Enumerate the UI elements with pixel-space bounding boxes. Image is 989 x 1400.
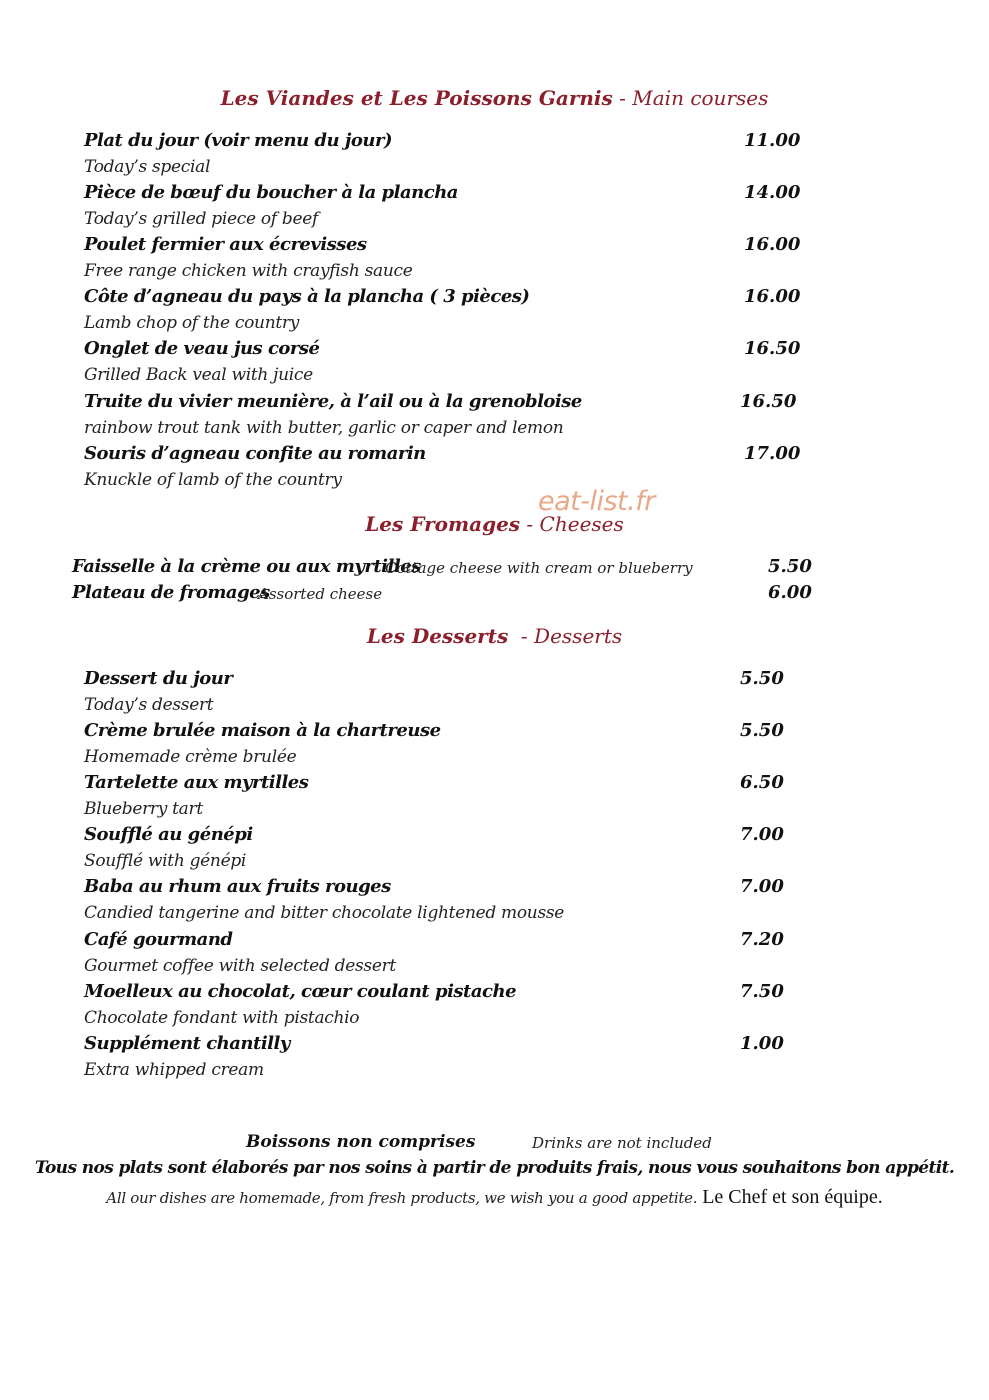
- menu-item: [72, 554, 812, 580]
- item-description: Cottage cheese with cream or blueberry: [385, 559, 693, 577]
- item-name: Plat du jour (voir menu du jour): [84, 130, 392, 151]
- item-price: 1.00: [740, 1033, 784, 1054]
- item-description: Gourmet coffee with selected dessert: [84, 956, 396, 976]
- menu-item: [84, 927, 824, 979]
- item-name: Onglet de veau jus corsé: [84, 338, 320, 359]
- menu-item: [84, 979, 824, 1031]
- item-description: Blueberry tart: [84, 799, 203, 819]
- footer-note-en: [0, 1184, 989, 1211]
- desserts-title-fr: Les Desserts: [366, 624, 509, 648]
- item-description: Soufflé with génépi: [84, 851, 247, 871]
- item-price: 7.20: [740, 929, 784, 950]
- menu-item: [84, 822, 824, 874]
- watermark: eat-list.fr: [538, 486, 655, 517]
- desserts-title-en: Desserts: [534, 624, 623, 648]
- item-description: Chocolate fondant with pistachio: [84, 1008, 360, 1028]
- item-price: 16.00: [744, 234, 801, 255]
- cheeses-section-title: Les Fromages - Cheeses: [365, 512, 624, 536]
- item-price: 16.00: [744, 286, 801, 307]
- item-price: 7.00: [740, 876, 784, 897]
- item-description: Lamb chop of the country: [84, 313, 300, 333]
- menu-item: [84, 180, 824, 232]
- cheeses-title-en: Cheeses: [539, 512, 624, 536]
- item-price: 16.50: [740, 391, 797, 412]
- item-description: Today’s special: [84, 157, 211, 177]
- item-price: 6.00: [768, 582, 812, 603]
- menu-item: [84, 336, 824, 388]
- mains-section-title: Les Viandes et Les Poissons Garnis - Main courses: [220, 86, 769, 110]
- item-price: 16.50: [744, 338, 801, 359]
- item-description: Today’s dessert: [84, 695, 214, 715]
- item-description: Knuckle of lamb of the country: [84, 470, 342, 490]
- menu-item: [84, 284, 824, 336]
- item-price: 5.50: [740, 720, 784, 741]
- item-description: Assorted cheese: [258, 585, 383, 603]
- menu-item: [84, 666, 824, 718]
- item-description: Grilled Back veal with juice: [84, 365, 313, 385]
- item-name: Poulet fermier aux écrevisses: [84, 234, 367, 255]
- menu-item: [84, 128, 824, 180]
- item-name: Baba au rhum aux fruits rouges: [84, 876, 391, 897]
- item-price: 14.00: [744, 182, 801, 203]
- desserts-section-title: Les Desserts - Desserts: [366, 624, 623, 648]
- item-name: Plateau de fromages: [72, 582, 270, 603]
- menu-item: [84, 770, 824, 822]
- item-name: Faisselle à la crème ou aux myrtilles: [72, 556, 421, 577]
- mains-title-fr: Les Viandes et Les Poissons Garnis: [220, 86, 613, 110]
- footer-note-en-text: All our dishes are homemade, from fresh products, we wish you a good appetite.: [106, 1189, 698, 1207]
- item-name: Tartelette aux myrtilles: [84, 772, 309, 793]
- item-price: 7.50: [740, 981, 784, 1002]
- item-name: Crème brulée maison à la chartreuse: [84, 720, 441, 741]
- footer-note-fr: Tous nos plats sont élaborés par nos soins à partir de produits frais, nous vous souhaitons bon appétit.: [34, 1158, 955, 1178]
- item-price: 5.50: [768, 556, 812, 577]
- menu-item: [72, 580, 812, 606]
- cheeses-title-fr: Les Fromages: [365, 512, 521, 536]
- chef-signature: Le Chef et son équipe.: [697, 1186, 883, 1208]
- item-description: Free range chicken with crayfish sauce: [84, 261, 413, 281]
- menu-item: [84, 232, 824, 284]
- drinks-note-en: Drinks are not included: [532, 1134, 712, 1152]
- item-name: Dessert du jour: [84, 668, 233, 689]
- menu-item: [84, 1031, 824, 1083]
- item-description: Homemade crème brulée: [84, 747, 297, 767]
- item-name: Soufflé au génépi: [84, 824, 253, 845]
- mains-title-en: Main courses: [632, 86, 769, 110]
- item-name: Côte d’agneau du pays à la plancha ( 3 pièces): [84, 286, 530, 307]
- menu-item: [84, 441, 824, 493]
- menu-item: [84, 874, 824, 926]
- item-name: Moelleux au chocolat, cœur coulant pistache: [84, 981, 517, 1002]
- menu-item: [84, 718, 824, 770]
- item-name: Souris d’agneau confite au romarin: [84, 443, 426, 464]
- item-price: 5.50: [740, 668, 784, 689]
- item-name: Truite du vivier meunière, à l’ail ou à la grenobloise: [84, 391, 582, 412]
- item-name: Supplément chantilly: [84, 1033, 290, 1054]
- item-description: Candied tangerine and bitter chocolate lightened mousse: [84, 903, 565, 923]
- item-name: Café gourmand: [84, 929, 233, 950]
- item-description: Extra whipped cream: [84, 1060, 264, 1080]
- item-price: 11.00: [744, 130, 801, 151]
- item-name: Pièce de bœuf du boucher à la plancha: [84, 182, 458, 203]
- item-description: rainbow trout tank with butter, garlic or caper and lemon: [84, 418, 564, 438]
- menu-item: [84, 389, 824, 441]
- drinks-note-fr: Boissons non comprises: [246, 1132, 476, 1152]
- item-price: 6.50: [740, 772, 784, 793]
- item-price: 7.00: [740, 824, 784, 845]
- item-description: Today’s grilled piece of beef: [84, 209, 318, 229]
- item-price: 17.00: [744, 443, 801, 464]
